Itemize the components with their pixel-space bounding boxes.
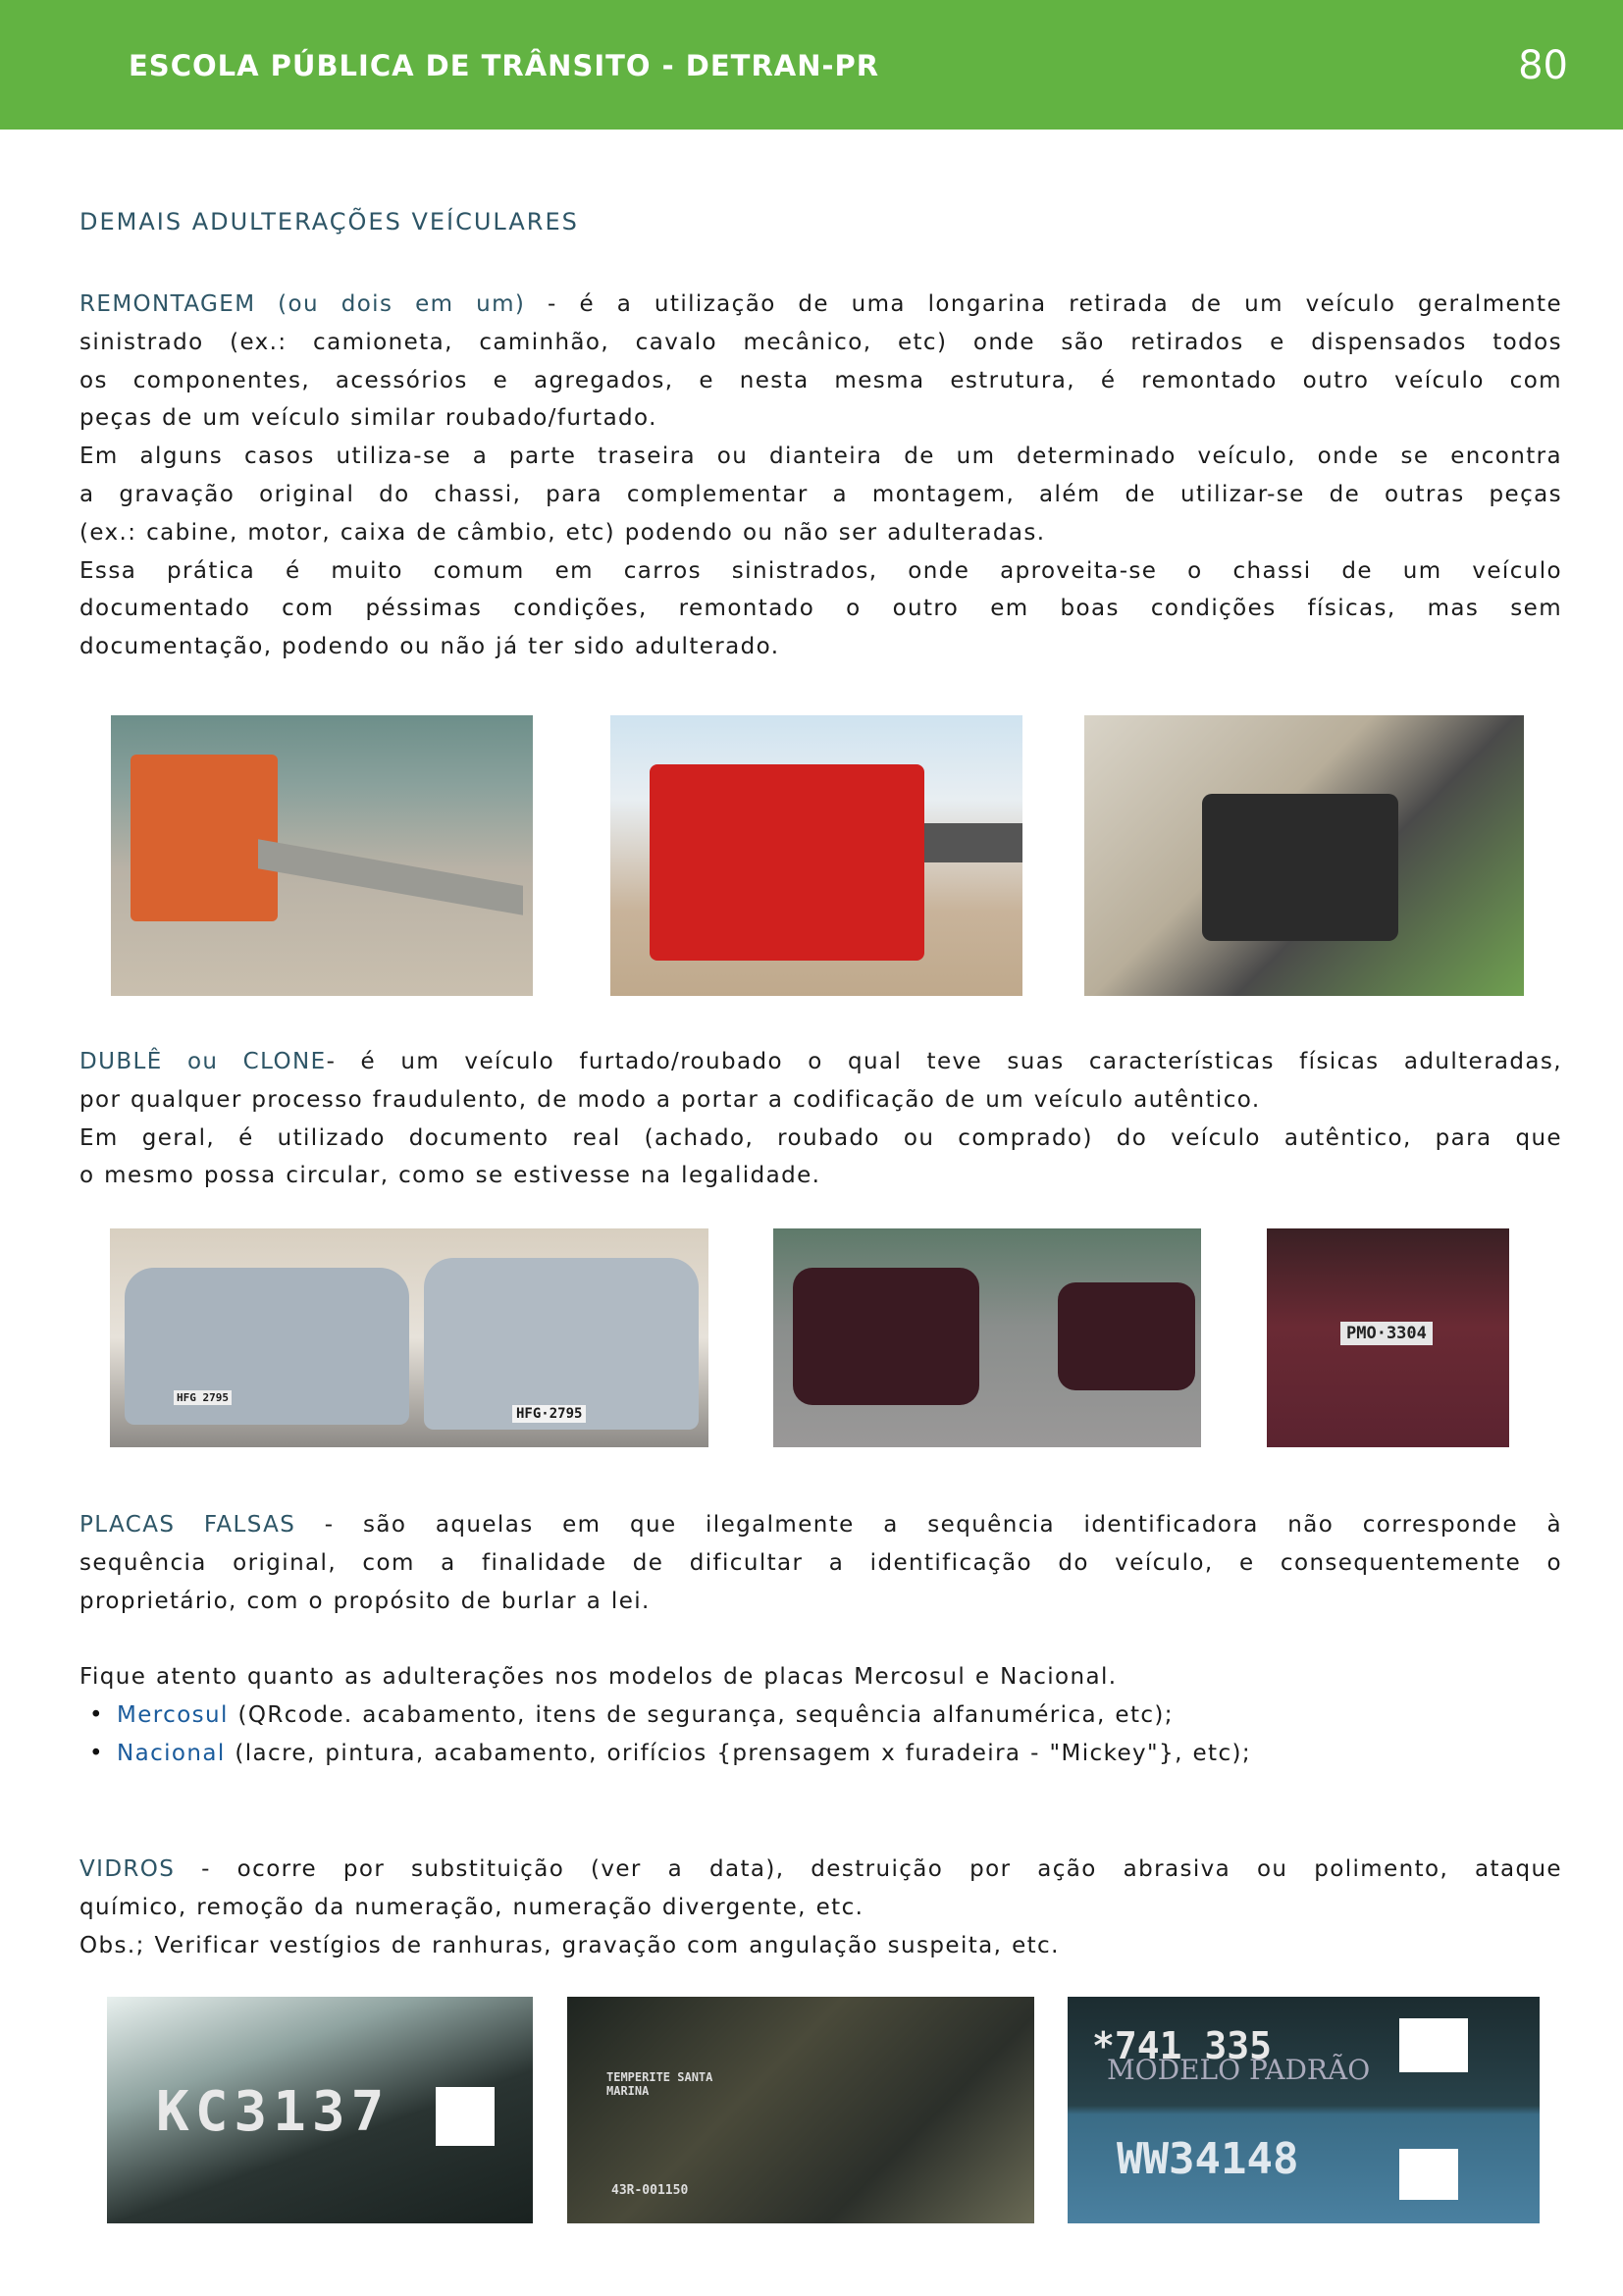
etched-code: *741 335 xyxy=(1092,2024,1273,2067)
plate-text: PMO·3304 xyxy=(1340,1322,1433,1345)
text-line: sequência original, com a finalidade de dificultar a identificação do veículo, e consequentemente o xyxy=(79,1549,1562,1576)
glass-brand-text: TEMPERITE SANTA MARINA xyxy=(606,2070,713,2098)
remontagem-term: REMONTAGEM (ou dois em um) xyxy=(79,291,526,317)
vidros-paragraph xyxy=(79,1851,1562,1964)
text-line: - é a utilização de uma longarina retirada de um veículo geralmente xyxy=(525,291,1562,317)
duble-paragraph xyxy=(79,1043,1562,1195)
text-line: documentado com péssimas condições, remontado o outro em boas condições físicas, mas sem xyxy=(79,596,1562,622)
etched-code: KC3137 xyxy=(156,2080,391,2144)
vidros-term: VIDROS xyxy=(79,1856,176,1882)
duble-term: DUBLÊ ou CLONE xyxy=(79,1049,327,1074)
text-line: por qualquer processo fraudulento, de modo a portar a codificação de um veículo autêntico. xyxy=(79,1086,1261,1113)
placas-paragraph xyxy=(79,1506,1562,1773)
text-line: - é um veículo furtado/roubado o qual teve suas características físicas adulteradas, xyxy=(326,1049,1563,1074)
bullet-nacional xyxy=(79,1735,1562,1773)
text-line: Em alguns casos utiliza-se a parte traseira ou dianteira de um determinado veículo, onde se encontra xyxy=(79,444,1562,470)
text-line: peças de um veículo similar roubado/furtado. xyxy=(79,405,657,432)
text-line: proprietário, com o propósito de burlar a lei. xyxy=(79,1588,651,1614)
page-header xyxy=(0,0,1623,130)
text-line: químico, remoção da numeração, numeração divergente, etc. xyxy=(79,1894,864,1920)
etched-code: WW34148 xyxy=(1117,2134,1299,2184)
photo-rear-plate xyxy=(1267,1228,1509,1447)
text-line: o mesmo possa circular, como se estivesse na legalidade. xyxy=(79,1163,821,1189)
remontagem-paragraph xyxy=(79,286,1562,666)
text-line: (ex.: cabine, motor, caixa de câmbio, etc) podendo ou não ser adulteradas. xyxy=(79,519,1046,546)
photo-glass-etching-3 xyxy=(1068,1997,1540,2223)
plate-text: HFG 2795 xyxy=(174,1390,232,1405)
placas-intro: Fique atento quanto as adulterações nos modelos de placas Mercosul e Nacional. xyxy=(79,1664,1118,1691)
text-line: Em geral, é utilizado documento real (achado, roubado ou comprado) do veículo autêntico, para que xyxy=(79,1124,1562,1151)
photo-street-cars xyxy=(773,1228,1201,1447)
placas-term: PLACAS FALSAS xyxy=(79,1512,296,1538)
photo-chassis-cab xyxy=(111,715,533,996)
page-number: 80 xyxy=(1518,43,1568,88)
section-title: DEMAIS ADULTERAÇÕES VEÍCULARES xyxy=(79,208,579,235)
text-line: a gravação original do chassi, para complementar a montagem, além de utilizar-se de outras peças xyxy=(79,481,1562,507)
photo-cloned-cars xyxy=(110,1228,708,1447)
photo-car-interior xyxy=(1084,715,1524,996)
mercosul-term: Mercosul xyxy=(117,1701,229,1728)
photo-glass-etching-1 xyxy=(107,1997,533,2223)
glass-code-text: 43R-001150 xyxy=(611,2183,689,2198)
text-line: documentação, podendo ou não já ter sido adulterado. xyxy=(79,634,780,660)
text-line: Obs.; Verificar vestígios de ranhuras, gravação com angulação suspeita, etc. xyxy=(79,1932,1060,1958)
photo-red-truck xyxy=(610,715,1022,996)
bullet-text: (QRcode. acabamento, itens de segurança, sequência alfanumérica, etc); xyxy=(228,1701,1174,1728)
plate-text: HFG·2795 xyxy=(512,1405,586,1423)
photo-glass-etching-2 xyxy=(567,1997,1034,2223)
model-watermark: MODELO PADRÃO xyxy=(1107,2054,1371,2086)
nacional-term: Nacional xyxy=(117,1740,226,1766)
header-title: ESCOLA PÚBLICA DE TRÂNSITO - DETRAN-PR xyxy=(129,49,880,82)
text-line: sinistrado (ex.: camioneta, caminhão, cavalo mecânico, etc) onde são retirados e dispensados todos xyxy=(79,329,1562,355)
bullet-mercosul xyxy=(79,1696,1562,1735)
text-line: - são aquelas em que ilegalmente a sequência identificadora não corresponde à xyxy=(295,1512,1562,1538)
text-line: os componentes, acessórios e agregados, e nesta mesma estrutura, é remontado outro veículo com xyxy=(79,367,1562,393)
text-line: Essa prática é muito comum em carros sinistrados, onde aproveita-se o chassi de um veículo xyxy=(79,557,1562,584)
text-line: - ocorre por substituição (ver a data), destruição por ação abrasiva ou polimento, ataque xyxy=(175,1856,1562,1882)
bullet-text: (lacre, pintura, acabamento, orifícios {prensagem x furadeira - "Mickey"}, etc); xyxy=(225,1740,1252,1766)
